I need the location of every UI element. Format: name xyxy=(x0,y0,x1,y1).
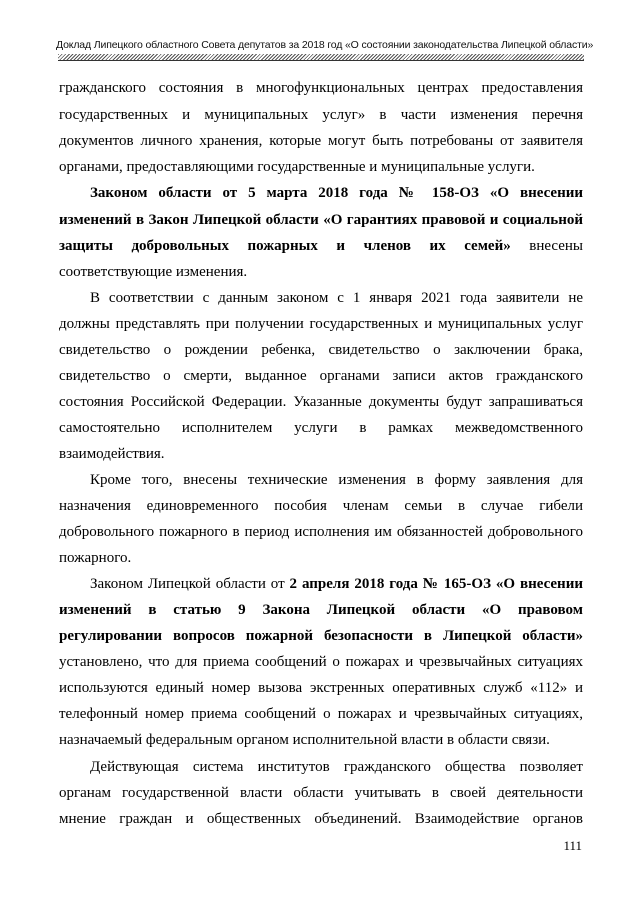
bold-text-run: регулировании вопросов пожарной безопасности в Липецкой области» xyxy=(59,628,583,644)
text-run: телефонный номер приема сообщений о пожарах и чрезвычайных ситуациях, xyxy=(59,706,583,722)
text-line xyxy=(59,157,583,177)
text-run: мнение граждан и общественных объединений. Взаимодействие органов xyxy=(59,811,583,827)
bold-text-run: 2 апреля 2018 года № 165-ОЗ «О внесении xyxy=(289,576,583,592)
text-line xyxy=(59,600,583,620)
text-run: государственных и муниципальных услуг» в части изменения перечня xyxy=(59,107,583,123)
text-line xyxy=(59,783,583,803)
running-header: Доклад Липецкого областного Совета депутатов за 2018 год «О состоянии законодательства Липецкой области» xyxy=(56,39,594,51)
page-number: 111 xyxy=(563,838,582,853)
text-run: органам государственной власти области учитывать в своей деятельности xyxy=(59,785,583,801)
text-line xyxy=(59,730,583,750)
text-line xyxy=(59,262,583,282)
text-line xyxy=(90,470,583,490)
text-run: назначаемый федеральным органом исполнительной власти в области связи. xyxy=(59,732,550,748)
text-line xyxy=(59,236,583,256)
text-line xyxy=(59,105,583,125)
text-line xyxy=(59,809,583,829)
bold-text-run: изменений в статью 9 Закона Липецкой области «О правовом xyxy=(59,602,583,618)
text-run: состояния Российской Федерации. Указанные документы будут запрашиваться xyxy=(59,394,583,410)
text-line xyxy=(90,288,583,308)
bold-text-run: изменений в Закон Липецкой области «О гарантиях правовой и социальной xyxy=(59,212,583,228)
bold-text-run: защиты добровольных пожарных и членов их семей» xyxy=(59,238,511,254)
text-run: самостоятельно исполнителем услуги в рамках межведомственного xyxy=(59,420,583,436)
bold-text-run: Законом области от 5 марта 2018 года № 158-ОЗ «О внесении xyxy=(90,185,583,201)
text-run: добровольного пожарного в период исполнения им обязанностей добровольного xyxy=(59,524,583,540)
text-run: внесены xyxy=(510,238,583,254)
text-line xyxy=(59,548,583,568)
text-run: пожарного. xyxy=(59,550,132,566)
text-line xyxy=(59,444,583,464)
text-run: свидетельство о смерти, выданное органами записи актов гражданского xyxy=(59,368,583,384)
text-run: гражданского состояния в многофункциональных центрах предоставления xyxy=(59,80,583,96)
text-run: Кроме того, внесены технические изменения в форму заявления для xyxy=(90,472,583,488)
text-line xyxy=(59,210,583,230)
text-line xyxy=(59,78,583,98)
text-run: Действующая система институтов гражданского общества позволяет xyxy=(90,759,583,775)
text-line xyxy=(59,418,583,438)
text-line xyxy=(59,496,583,516)
header-rule xyxy=(58,54,584,61)
text-line xyxy=(59,392,583,412)
text-line xyxy=(59,522,583,542)
text-run: используются единый номер вызова экстренных оперативных служб «112» и xyxy=(59,680,583,696)
text-run: органами, предоставляющими государственные и муниципальные услуги. xyxy=(59,159,535,175)
text-line xyxy=(59,652,583,672)
text-line xyxy=(90,574,583,594)
text-run: соответствующие изменения. xyxy=(59,264,248,280)
text-line xyxy=(90,757,583,777)
text-line xyxy=(59,366,583,386)
text-line xyxy=(59,314,583,334)
text-run: должны представлять при получении государственных и муниципальных услуг xyxy=(59,316,583,332)
text-run: Законом Липецкой области от xyxy=(90,576,290,592)
text-line xyxy=(90,183,583,203)
text-line xyxy=(59,340,583,360)
text-line xyxy=(59,626,583,646)
text-run: В соответствии с данным законом с 1 января 2021 года заявители не xyxy=(90,290,583,306)
text-line xyxy=(59,704,583,724)
text-run: взаимодействия. xyxy=(59,446,165,462)
text-run: назначения единовременного пособия членам семьи в случае гибели xyxy=(59,498,583,514)
text-line xyxy=(59,131,583,151)
text-run: свидетельство о рождении ребенка, свидетельство о заключении брака, xyxy=(59,342,583,358)
text-run: документов личного хранения, которые могут быть потребованы от заявителя xyxy=(59,133,583,149)
text-line xyxy=(59,678,583,698)
text-run: установлено, что для приема сообщений о пожарах и чрезвычайных ситуациях xyxy=(59,654,583,670)
